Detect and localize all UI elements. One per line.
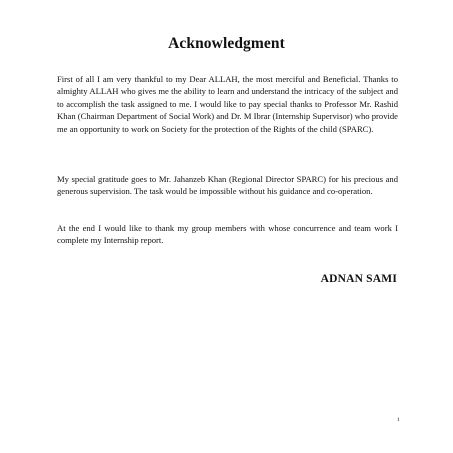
signature-name: ADNAN SAMI: [320, 273, 397, 285]
page-number: i: [397, 417, 399, 423]
page-title: Acknowledgment: [168, 35, 285, 52]
paragraph-2: My special gratitude goes to Mr. Jahanzeb Khan (Regional Director SPARC) for his precious and generous supervision. The task would be impossible without his guidance and co-operation.: [57, 174, 398, 197]
paragraph-3: At the end I would like to thank my group members with whose concurrence and team work I complete my Internship report.: [57, 223, 398, 246]
paragraph-1: First of all I am very thankful to my Dear ALLAH, the most merciful and Beneficial. Thanks to almighty ALLAH who gives me the ability to learn and understand the intricacy of the subject and to accomplish the task assigned to me. I would like to pay special thanks to Professor Mr. Rashid Khan (Chairman Department of Social Work) and Dr. M Ibrar (Internship Supervisor) who provide me an opportunity to work on Society for the protection of the Rights of the child (SPARC).: [57, 74, 398, 134]
